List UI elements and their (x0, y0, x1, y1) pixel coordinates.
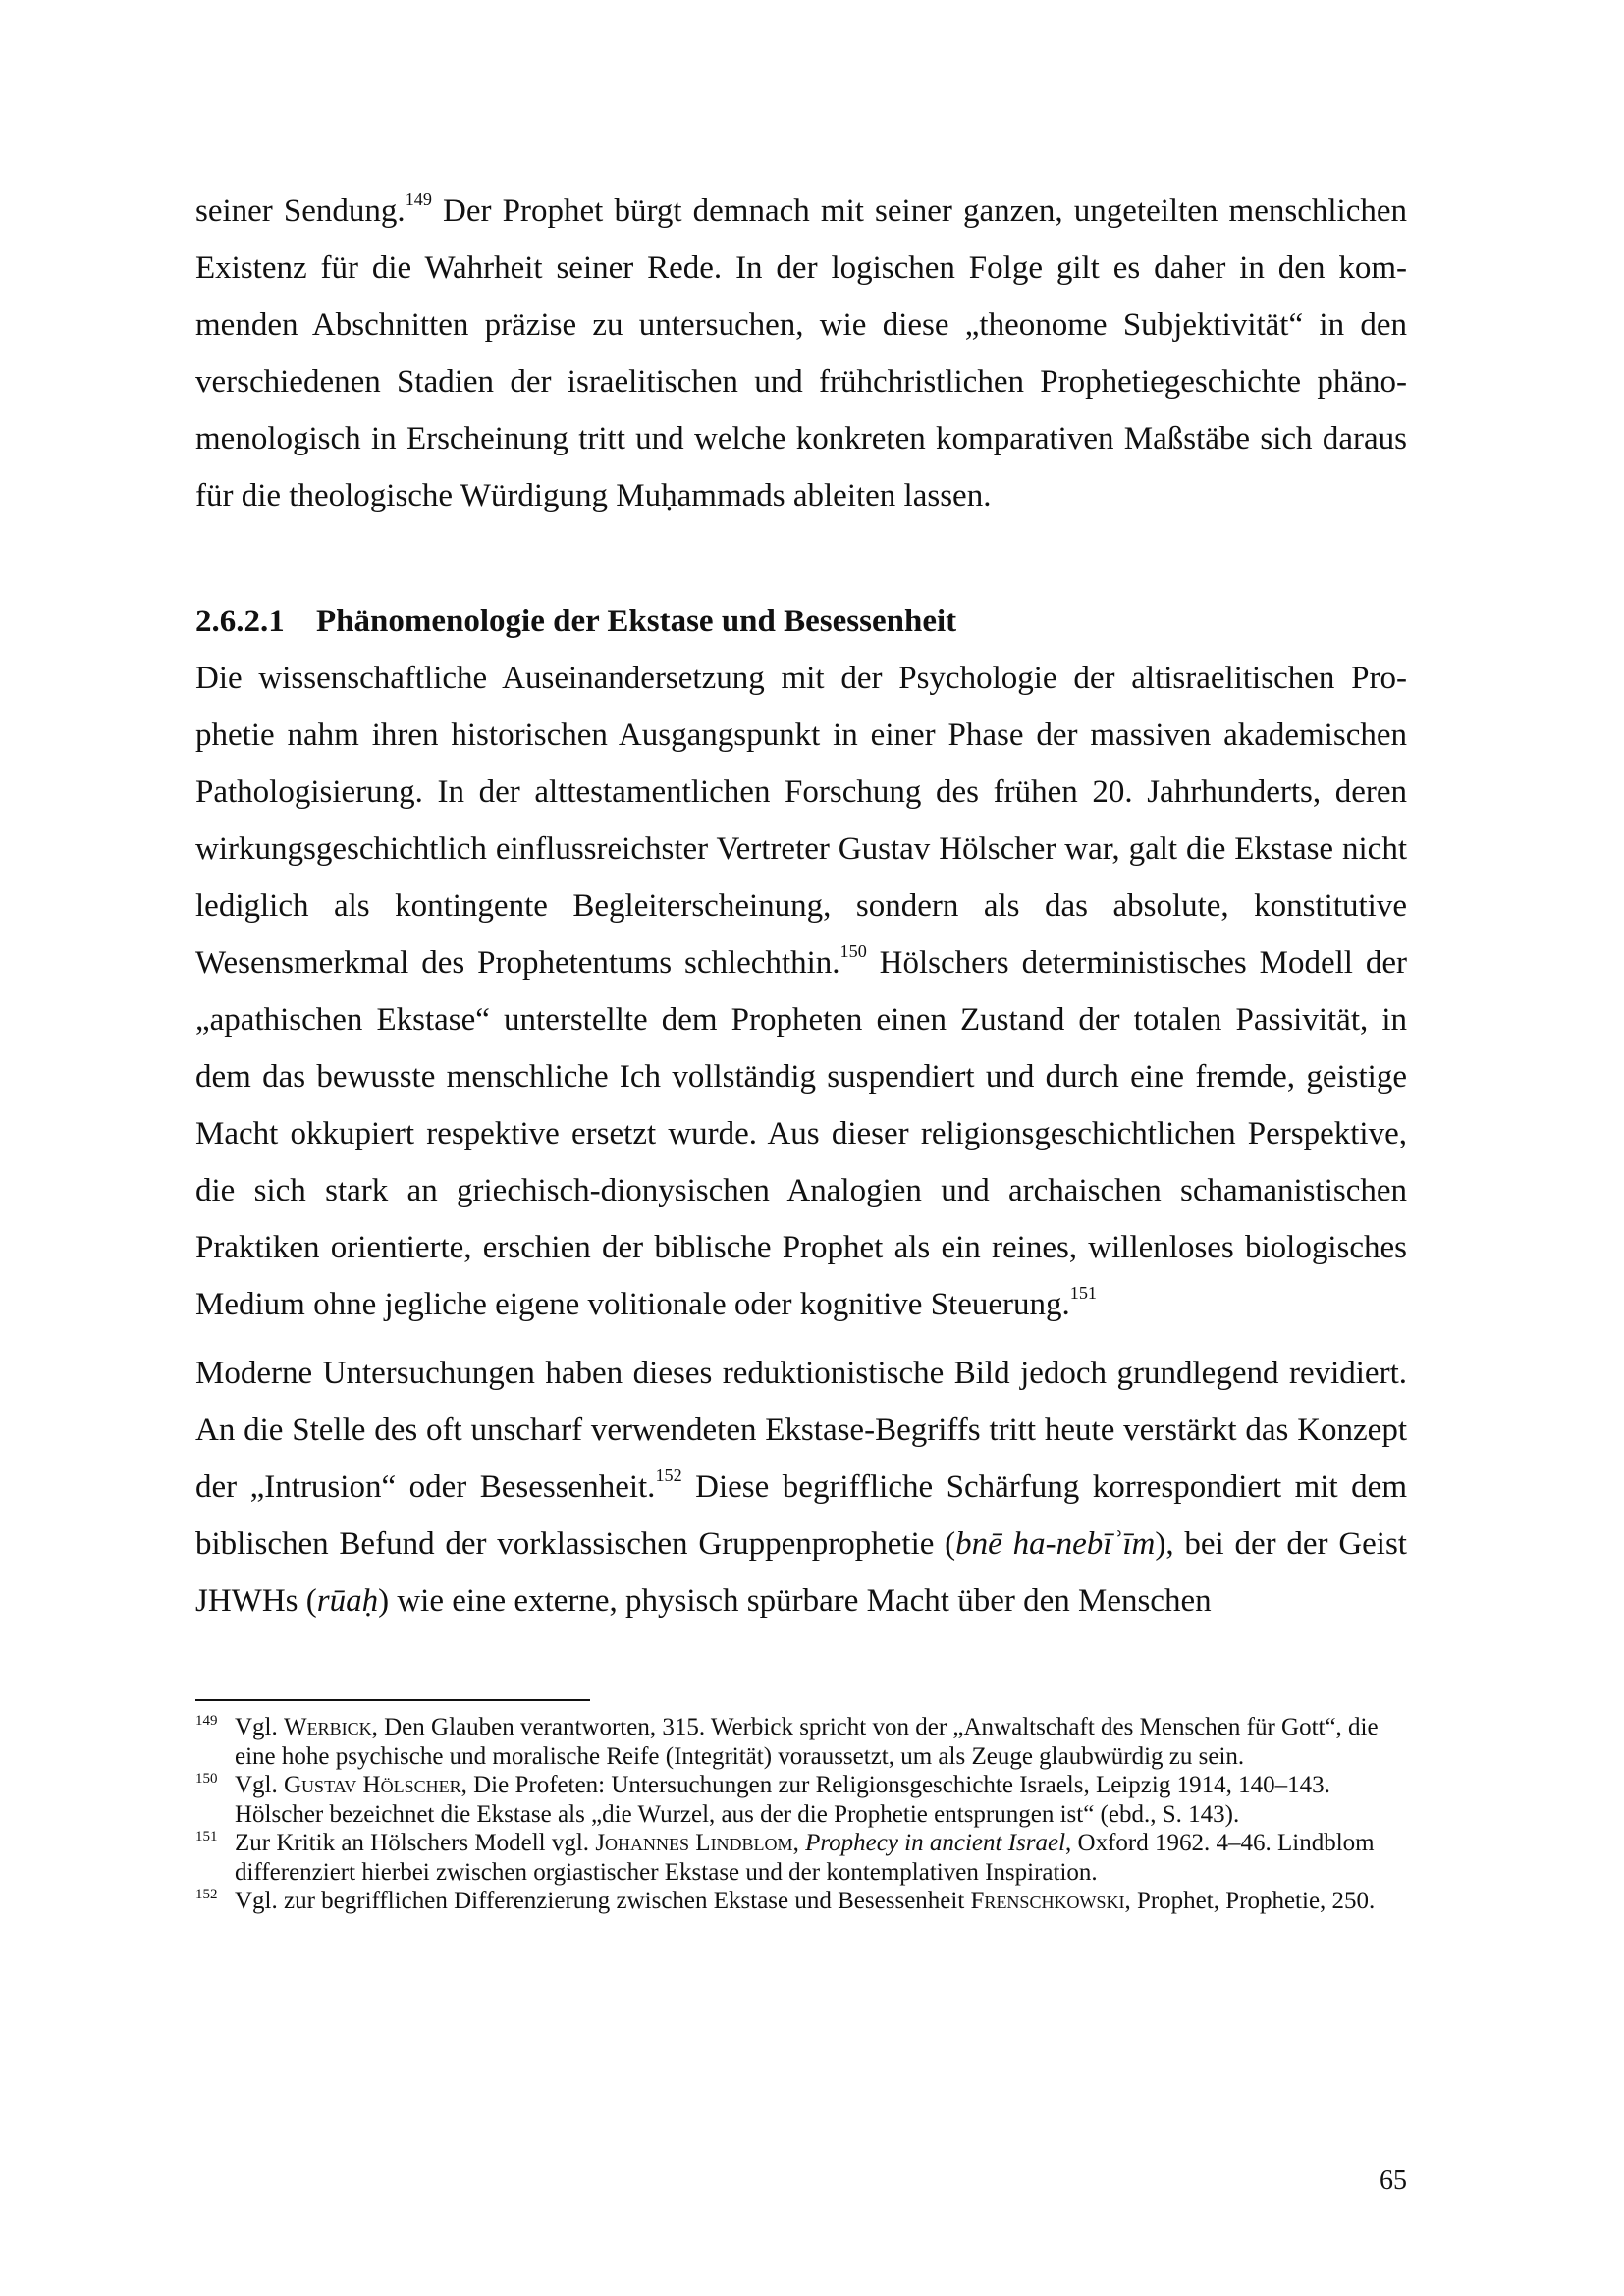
hebrew-term-ruah: rūaḥ (316, 1583, 379, 1619)
paragraph-2-text-b: Hölschers deterministisches Modell der „apathischen Ekstase“ unterstellte dem Propheten einen Zustand der totalen Passivität, in dem das bewusste menschliche Ich vollständig suspendiert und durch eine fremde, geistige Macht okkupiert respektive ersetzt wurde. Aus dieser religionsgeschichtlichen Perspektive, die sich stark an griechisch-dionysischen Analogien und archaischen schamanistischen Praktiken orientierte, erschien der biblische Prophet als ein reines, willenloses biologisches Medium ohne jegliche eigene volitionale oder kognitive Steuerung. (195, 945, 1407, 1322)
footnote-text: , Prophet, Prophetie, 250. (1124, 1888, 1376, 1914)
footnote-text: Vgl. zur begrifflichen Differenzierung zwischen Ekstase und Besessenheit (235, 1888, 971, 1914)
footnote-149 (195, 1713, 1407, 1771)
paragraph-1-text-a: seiner Sendung. (195, 193, 406, 229)
footnote-ref-152[interactable]: 152 (655, 1466, 682, 1486)
paragraph-2-text-a: Die wissenschaftliche Auseinandersetzung mit der Psychologie der altisraelitischen Prophetie nahm ihren historischen Ausgangspunkt in einer Phase der massiven akademischen Pathologisierung. In der alttestamentlichen Forschung des frühen 20. Jahrhunderts, deren wirkungsgeschichtlich einflussreichster Vertreter Gustav Hölscher war, galt die Ekstase nicht lediglich als kontingente Begleiterscheinung, sondern als das absolute, konstitutive Wesensmerkmal des Prophetentums schlechthin. (195, 661, 1407, 981)
footnote-number: 150 (195, 1771, 218, 1787)
footnote-150 (195, 1771, 1407, 1829)
hebrew-term-bne-ha-nebiim: bnē ha-nebīʾīm (955, 1526, 1156, 1562)
page-number: 65 (1380, 2165, 1407, 2196)
footnote-text: , Die Profeten: Untersuchungen zur Religionsgeschichte Israels, Leipzig 1914, 140–143. Hölscher bezeichnet die Ekstase als „die Wurzel, aus der die Prophetie entsprungen ist“ (ebd., S. 143). (235, 1772, 1330, 1828)
footnote-author: Johannes Lindblom (595, 1830, 793, 1856)
paragraph-2 (195, 650, 1407, 1333)
footnote-author: Gustav Hölscher (284, 1772, 461, 1798)
paragraph-3-text-d: ) wie eine externe, physisch spürbare Macht über den Menschen (378, 1583, 1212, 1619)
footnote-separator (195, 1699, 590, 1701)
section-heading (195, 593, 1407, 650)
footnote-book-title: Prophecy in ancient Israel (805, 1830, 1066, 1856)
footnotes (195, 1713, 1407, 1916)
paragraph-1 (195, 183, 1407, 524)
footnote-text: Vgl. (235, 1714, 284, 1740)
paragraph-3 (195, 1345, 1407, 1629)
footnote-151 (195, 1829, 1407, 1887)
paragraph-3-text-a: Moderne Untersuchungen haben dieses reduktionistische Bild jedoch grundlegend revidiert. An die Stelle des oft unscharf verwendeten Ekstase-Begriffs tritt heute verstärkt das Konzept der „Intrusion“ oder Besessenheit. (195, 1356, 1407, 1505)
main-text (195, 183, 1407, 1629)
footnote-text: , (792, 1830, 806, 1856)
footnote-152 (195, 1887, 1407, 1916)
footnote-text: , Den Glauben verantworten, 315. Werbick spricht von der „Anwaltschaft des Menschen für Gott“, die eine hohe psychische und moralische Reife (Integrität) voraussetzt, um als Zeuge glaubwürdig zu sein. (235, 1714, 1379, 1770)
footnote-text: , Oxford 1962. 4–46. Lindblom differenziert hierbei zwischen orgiastischer Ekstase und der kontemplativen Inspiration. (235, 1830, 1375, 1886)
footnote-number: 149 (195, 1713, 218, 1729)
section-title: Phänomenologie der Ekstase und Besessenheit (316, 604, 957, 639)
paragraph-3-text-c: ), bei der der Geist JHWHs ( (195, 1526, 1407, 1619)
footnote-text: Vgl. (235, 1772, 284, 1798)
footnote-ref-151[interactable]: 151 (1069, 1283, 1097, 1304)
paragraph-3-text-b: Diese begriffliche Schärfung korrespondiert mit dem biblischen Befund der vorklassischen Gruppenprophetie ( (195, 1469, 1407, 1562)
footnote-ref-149[interactable]: 149 (405, 189, 432, 210)
footnote-author: Werbick (284, 1714, 372, 1740)
footnote-number: 152 (195, 1887, 218, 1902)
footnote-ref-150[interactable]: 150 (839, 941, 867, 962)
paragraph-1-text-b: Der Prophet bürgt demnach mit seiner ganzen, ungeteilten menschlichen Existenz für die Wahrheit seiner Rede. In der logischen Folge gilt es daher in den kommenden Abschnitten präzise zu untersuchen, wie diese „theonome Subjektivität“ in den verschiedenen Stadien der israelitischen und frühchristlichen Prophetiegeschichte phänomenologisch in Erscheinung tritt und welche konkreten komparativen Maßstäbe sich daraus für die theologische Würdigung Muḥammads ableiten lassen. (195, 193, 1407, 513)
footnote-number: 151 (195, 1829, 218, 1844)
footnote-text: Zur Kritik an Hölschers Modell vgl. (235, 1830, 596, 1856)
section-number: 2.6.2.1 (195, 604, 285, 639)
footnote-author: Frenschkowski (970, 1888, 1125, 1914)
